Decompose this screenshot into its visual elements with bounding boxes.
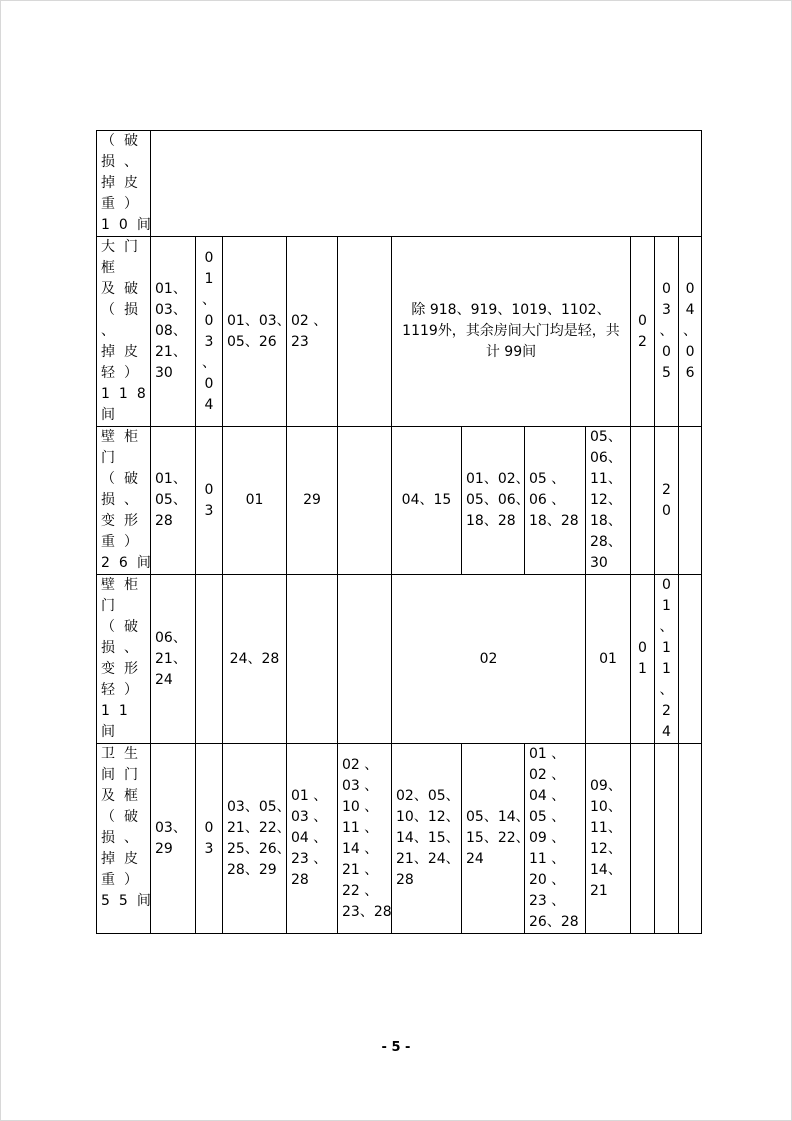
cell-line: 06 、 <box>529 492 566 508</box>
cell-line: 09 、 <box>529 830 566 846</box>
cell-line: 重） <box>101 534 147 550</box>
cell-line: 29 <box>155 840 173 857</box>
cell-line: 26间 <box>101 555 160 571</box>
cell-line: 28、29 <box>227 861 277 878</box>
cell-line: 02 、 <box>529 767 566 783</box>
cell-line: 间 <box>522 344 537 360</box>
cell-line: 21 、 <box>342 861 379 878</box>
cell-char: 0 <box>204 249 214 266</box>
cell-line: 壁柜 <box>101 429 147 445</box>
cell-line: 23 <box>291 333 309 350</box>
cell-line: 28 <box>155 513 173 529</box>
cell-line: 30 <box>155 365 173 381</box>
cell-line: 05、 <box>155 492 187 508</box>
cell-char: 、 <box>659 682 674 698</box>
cell-line: 06、 <box>590 450 622 466</box>
cell-line: 间门 <box>101 767 147 783</box>
cell-char: 1 <box>638 661 647 677</box>
cell-line: （破 <box>101 471 147 487</box>
cell-line: 26、28 <box>529 914 579 930</box>
cell-line: 04 、 <box>291 830 328 846</box>
table-cell <box>679 575 702 744</box>
row-label <box>97 427 160 575</box>
cell-line: 10 、 <box>342 798 379 815</box>
cell-line: （破 <box>101 133 147 149</box>
cell-char: 6 <box>685 365 695 381</box>
page-number: - 5 - <box>381 1040 411 1055</box>
cell-line: 损、 <box>101 830 147 846</box>
cell-line: 损、 <box>101 492 147 508</box>
cell-line: 轻） <box>101 365 147 381</box>
cell-char: 0 <box>204 819 214 836</box>
cell-char: 2 <box>662 481 671 498</box>
cell-line: 02、05、 <box>396 788 460 804</box>
cell-line: 09、 <box>590 777 622 794</box>
cell-line: 11 、 <box>529 851 566 867</box>
table-cell <box>655 744 679 934</box>
cell-line: 22 、 <box>342 882 379 899</box>
cell-line: 轻） <box>101 682 147 698</box>
table-cell <box>287 744 338 934</box>
cell-line: 11、 <box>590 819 622 836</box>
table-row <box>97 131 702 237</box>
cell-line: 损、 <box>101 154 147 170</box>
row-label <box>97 744 160 934</box>
cell-char: 0 <box>204 481 214 498</box>
cell-line: 18、 <box>590 513 622 529</box>
table-cell <box>338 427 392 575</box>
cell-line: 03 、 <box>342 777 379 794</box>
cell-line: 08、 <box>155 323 187 339</box>
cell-char: 4 <box>204 396 214 413</box>
cell-line: （损 <box>101 302 147 318</box>
table-cell: 01 <box>586 575 631 744</box>
blank-cell <box>151 131 702 237</box>
cell-line: 30 <box>590 555 608 571</box>
cell-line: （破 <box>101 809 147 825</box>
cell-char: 0 <box>662 502 671 519</box>
cell-line: 14、15、 <box>396 830 460 846</box>
table-cell: 02 <box>392 575 586 744</box>
cell-line: 其余房间大门均是轻，共计 99 <box>465 323 620 360</box>
cell-line: 掉皮 <box>101 175 147 191</box>
table-cell <box>655 575 679 744</box>
cell-line: 21、 <box>155 650 187 667</box>
row-label <box>97 131 160 237</box>
cell-line: 外， <box>437 323 466 339</box>
cell-line: 01、 <box>155 281 187 297</box>
cell-char: 0 <box>638 640 647 656</box>
cell-line: 23 、 <box>291 851 328 867</box>
cell-line: 03 、 <box>291 809 328 825</box>
cell-line: 01 、 <box>529 746 566 762</box>
table-cell <box>586 427 631 575</box>
table-cell <box>586 744 631 934</box>
table-cell <box>338 575 392 744</box>
cell-line: 10、12、 <box>396 809 460 825</box>
table-cell <box>679 744 702 934</box>
cell-line: 壁柜 <box>101 577 147 593</box>
table-cell <box>287 237 338 427</box>
cell-line: 、 <box>101 323 124 339</box>
table-row <box>97 237 702 427</box>
cell-line: 大门 <box>101 239 147 255</box>
cell-line: 01、 <box>155 471 187 487</box>
table-cell <box>196 237 223 427</box>
cell-line: 14、 <box>590 861 622 878</box>
table-cell <box>525 744 586 934</box>
cell-line: 11 、 <box>342 819 379 836</box>
table-row <box>97 744 702 934</box>
cell-line: 01、03、 <box>227 312 291 329</box>
table-cell <box>462 744 530 934</box>
cell-line: 06、 <box>155 629 187 646</box>
table-cell <box>679 237 702 427</box>
cell-char: 0 <box>662 577 671 593</box>
cell-line: 05、 <box>590 429 622 445</box>
cell-line: 04 、 <box>529 788 566 804</box>
cell-line: 门 <box>101 598 124 614</box>
cell-line: 55间 <box>101 893 160 909</box>
table-cell <box>631 744 655 934</box>
cell-char: 0 <box>685 344 695 360</box>
cell-line: 05、26 <box>227 333 277 350</box>
cell-line: 12、 <box>590 492 622 508</box>
table-cell <box>196 744 223 934</box>
cell-line: 03、 <box>155 302 187 318</box>
table-cell <box>223 237 291 427</box>
cell-char: 4 <box>685 302 695 318</box>
cell-char: 3 <box>204 502 214 519</box>
table-cell <box>196 427 223 575</box>
cell-line: 21、24、 <box>396 851 460 867</box>
cell-line: 23 、 <box>529 893 566 909</box>
cell-char: 3 <box>204 333 214 350</box>
table-cell <box>223 744 291 934</box>
cell-line: 05、06、 <box>466 492 530 508</box>
cell-line: 12、 <box>590 840 622 857</box>
table-row <box>97 427 702 575</box>
cell-line: 118 <box>101 386 155 402</box>
cell-char: 、 <box>202 354 216 371</box>
cell-line: 14 、 <box>342 840 379 857</box>
table-cell: 24、28 <box>223 575 287 744</box>
cell-char: 、 <box>659 323 674 339</box>
cell-char: 1 <box>662 640 671 656</box>
cell-line: 18、28 <box>466 513 516 529</box>
row-label <box>97 575 151 744</box>
table-cell <box>338 237 392 427</box>
cell-char: 4 <box>662 724 671 740</box>
cell-line: 15、22、 <box>466 830 530 846</box>
table-cell: 04、15 <box>392 427 462 575</box>
cell-line: 损、 <box>101 640 147 656</box>
cell-line: 25、26、 <box>227 840 291 857</box>
cell-line: 05 、 <box>529 809 566 825</box>
cell-line: 24 <box>466 851 484 867</box>
cell-line: 掉皮 <box>101 851 147 867</box>
cell-line: 变形 <box>101 661 147 677</box>
table-cell <box>631 575 655 744</box>
table-cell <box>338 744 392 934</box>
cell-char: 3 <box>662 302 671 318</box>
note-cell <box>392 237 631 427</box>
table-cell <box>462 427 530 575</box>
cell-line: 间 <box>101 407 124 423</box>
cell-char: 0 <box>638 312 647 329</box>
cell-line: 05 、 <box>529 471 566 487</box>
cell-line: 11 <box>101 703 137 719</box>
cell-line: 02 、 <box>342 756 379 773</box>
cell-line: 变形 <box>101 513 147 529</box>
cell-line: 10、 <box>590 798 622 815</box>
cell-char: 2 <box>662 703 671 719</box>
cell-line: 05、14、 <box>466 809 530 825</box>
cell-line: 21、 <box>155 344 187 360</box>
table-cell <box>151 575 196 744</box>
table-cell <box>525 427 586 575</box>
row-label <box>97 237 155 427</box>
damage-table <box>96 130 702 934</box>
cell-line: 03、05、 <box>227 798 291 815</box>
cell-char: 1 <box>204 270 214 287</box>
cell-char: 0 <box>662 344 671 360</box>
cell-line: 24 <box>155 671 173 688</box>
cell-line: （破 <box>101 619 147 635</box>
cell-line: 01 、 <box>291 788 328 804</box>
cell-line: 21、22、 <box>227 819 291 836</box>
cell-char: 0 <box>204 375 214 392</box>
table-cell <box>631 427 655 575</box>
cell-char: 3 <box>204 840 214 857</box>
cell-char: 、 <box>202 291 216 308</box>
cell-char: 0 <box>204 312 214 329</box>
cell-line: 20 、 <box>529 872 566 888</box>
cell-line: 28 <box>291 872 309 888</box>
table-cell <box>655 237 679 427</box>
cell-line: 除 918、919、1019、1102、1119 <box>402 302 611 339</box>
cell-char: 2 <box>638 333 647 350</box>
table-cell <box>196 575 223 744</box>
cell-line: 28 <box>396 872 414 888</box>
cell-line: 11、 <box>590 471 622 487</box>
table-cell <box>679 427 702 575</box>
cell-line: 10间 <box>101 217 160 233</box>
cell-line: 门 <box>101 450 124 466</box>
cell-line: 间 <box>101 724 124 740</box>
cell-line: 23、28 <box>342 903 392 920</box>
table-cell <box>655 427 679 575</box>
cell-line: 18、28 <box>529 513 579 529</box>
cell-line: 02 、 <box>291 312 328 329</box>
cell-line: 03、 <box>155 819 187 836</box>
table-row <box>97 575 702 744</box>
cell-char: 、 <box>659 619 674 635</box>
cell-char: 5 <box>662 365 671 381</box>
cell-line: 01、02、 <box>466 471 530 487</box>
table-cell <box>631 237 655 427</box>
cell-char: 1 <box>662 661 671 677</box>
cell-char: 1 <box>662 598 671 614</box>
cell-line: 及框 <box>101 788 147 804</box>
cell-line: 框 <box>101 260 124 276</box>
table-cell <box>151 237 196 427</box>
cell-line: 重） <box>101 872 147 888</box>
cell-line: 掉皮 <box>101 344 147 360</box>
table-cell: 29 <box>287 427 338 575</box>
cell-line: 卫生 <box>101 746 147 762</box>
table-cell <box>151 427 196 575</box>
table-cell <box>287 575 338 744</box>
cell-line: 28、 <box>590 534 622 550</box>
table-cell <box>392 744 462 934</box>
table-cell: 01 <box>223 427 287 575</box>
cell-char: 0 <box>685 281 695 297</box>
cell-char: 0 <box>662 281 671 297</box>
cell-char: 、 <box>683 323 698 339</box>
cell-line: 及破 <box>101 281 147 297</box>
cell-line: 重） <box>101 196 147 212</box>
cell-line: 21 <box>590 882 608 899</box>
